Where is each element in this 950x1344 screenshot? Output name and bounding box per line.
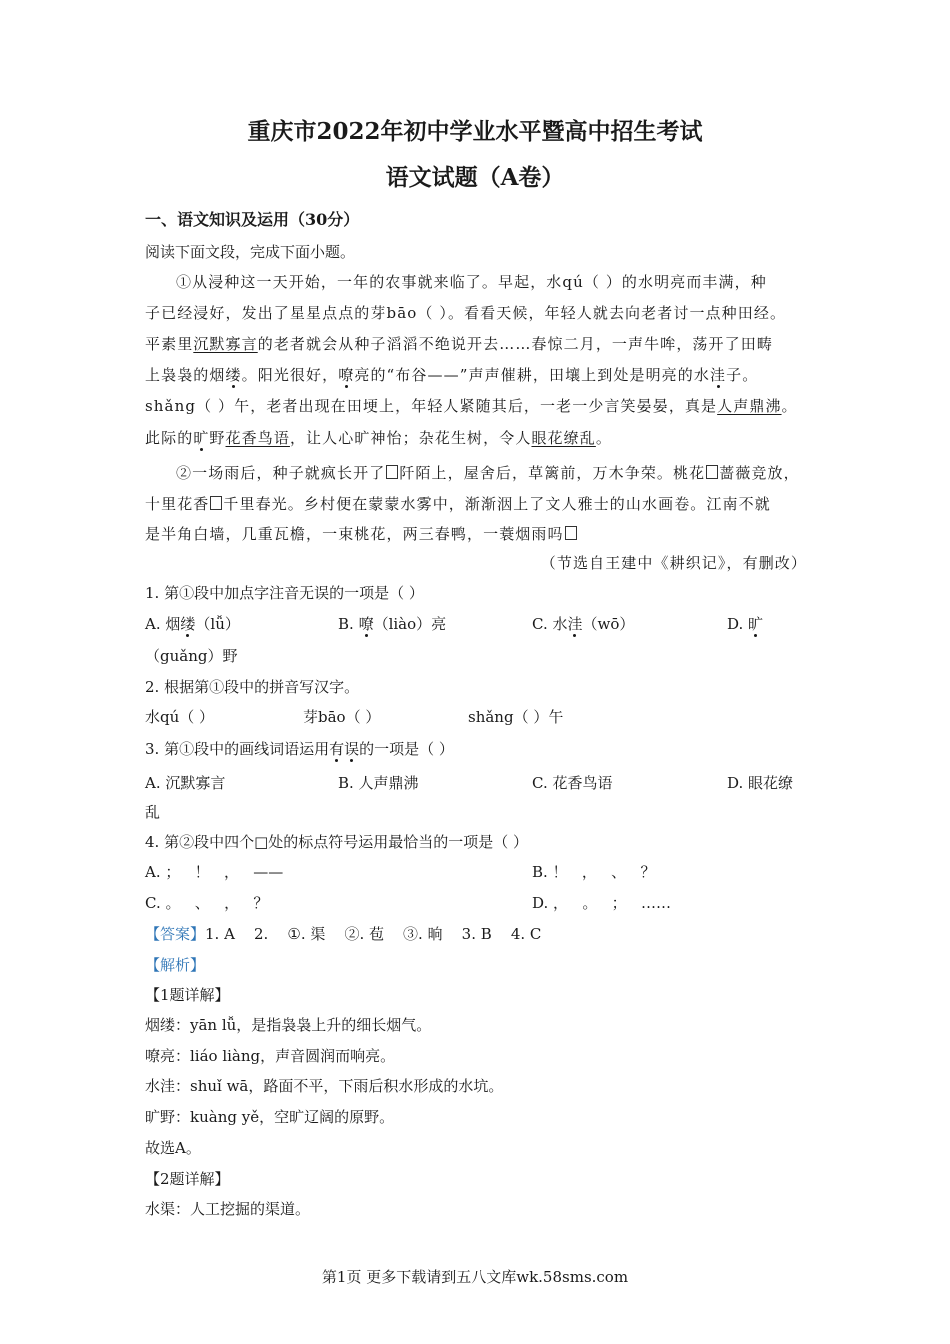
option-text: （lǚ）	[195, 615, 240, 633]
question-stem: 4. 第②段中四个□处的标点符号运用最恰当的一项是（ ）	[145, 833, 529, 851]
stem-text: 3. 第①段中的画线词语运用	[145, 740, 330, 758]
analysis-line: 嘹亮：liáo liàng，声音圆润而响亮。	[145, 1047, 396, 1065]
option-b	[338, 614, 446, 634]
passage-text: 平素里	[145, 335, 194, 353]
answer-text: 1. A 2. ①. 渠 ②. 苞 ③. 晌 3. B 4. C	[205, 925, 542, 943]
passage-text: 阡陌上，屋舍后，草篱前，万木争荣。桃花	[399, 464, 706, 482]
passage-text: 子。	[726, 366, 759, 384]
option-text: （liào）亮	[373, 615, 447, 633]
passage-text: 是半角白墙，几重瓦檐，一束桃花，两三春鸭，一蓑烟雨吗	[145, 525, 564, 543]
underlined-phrase: 人声鼎沸	[717, 397, 782, 415]
option-text: B.	[338, 615, 359, 633]
passage-line	[145, 365, 758, 385]
passage-line	[145, 524, 578, 544]
analysis-heading: 【2题详解】	[145, 1170, 230, 1188]
option-text: C. 水	[532, 615, 568, 633]
passage-line	[145, 428, 612, 448]
underlined-phrase: 沉默寡言	[193, 335, 258, 353]
answer-label: 【答案】	[145, 925, 206, 943]
passage-source: （节选自王建中《耕织记》，有删改）	[540, 554, 807, 572]
analysis-line: 烟缕：yān lǚ，是指袅袅上升的细长烟气。	[145, 1016, 432, 1034]
passage-text: 。	[781, 397, 798, 415]
exam-subtitle: 语文试题（A卷）	[385, 164, 565, 191]
passage-line	[145, 396, 798, 416]
passage-line: 子已经浸好，发出了星星点点的芽bāo（ ）。看看天候，年轻人就去向老者讨一点种田经。	[145, 304, 787, 322]
question-stem: 2. 根据第①段中的拼音写汉字。	[145, 678, 360, 696]
passage-line	[145, 494, 771, 514]
option-a: A. 沉默寡言	[145, 774, 226, 792]
analysis-line: 旷野：kuàng yě，空旷辽阔的原野。	[145, 1108, 395, 1126]
blank-box	[565, 526, 577, 540]
dotted-char: 有	[329, 740, 345, 758]
option-c: C. 。 、 ， ？	[145, 894, 269, 912]
option-d-wrap: 乱	[145, 803, 161, 821]
question-stem: 1. 第①段中加点字注音无误的一项是（ ）	[145, 584, 424, 602]
analysis-line: 水洼：shuǐ wā，路面不平，下雨后积水形成的水坑。	[145, 1077, 504, 1095]
passage-text: 亮的“布谷——”声声催耕，田壤上到处是明亮的水	[354, 366, 710, 384]
option-d	[727, 614, 763, 634]
blank-item: 水qú（ ）	[145, 708, 215, 726]
option-text: A. 烟	[145, 615, 181, 633]
dotted-char: 洼	[709, 366, 727, 384]
underlined-phrase: 眼花缭乱	[531, 429, 596, 447]
blank-box	[210, 496, 222, 510]
exam-title: 重庆市2022年初中学业水平暨高中招生考试	[247, 118, 703, 145]
passage-line	[145, 334, 773, 354]
blank-item: 芽bāo（ ）	[303, 708, 381, 726]
option-a: A. ； ！ ， ——	[145, 863, 284, 881]
section-heading: 一、语文知识及运用（30分）	[145, 210, 360, 229]
answer-line	[145, 924, 541, 944]
option-text: （wō）	[582, 615, 635, 633]
dotted-char: 嘹	[358, 615, 374, 633]
passage-text: 此际的	[145, 429, 194, 447]
passage-text: ，让人心旷神怡；杂花生树，令人	[289, 429, 532, 447]
option-d: D. 眼花缭	[727, 774, 794, 792]
passage-text: 蔷薇竞放，	[719, 464, 800, 482]
dotted-char: 洼	[567, 615, 583, 633]
passage-text: 野	[209, 429, 226, 447]
passage-text: 十里花香	[145, 495, 210, 513]
dotted-char: 旷	[748, 615, 764, 633]
option-b: B. ！ ， 、 ？	[532, 863, 656, 881]
option-c: C. 花香鸟语	[532, 774, 613, 792]
analysis-label: 【解析】	[145, 956, 206, 974]
option-c	[532, 614, 634, 634]
blank-box	[706, 465, 718, 479]
dotted-char: 旷	[193, 429, 210, 447]
question-stem	[145, 739, 454, 759]
dotted-char: 嘹	[338, 366, 355, 384]
underlined-phrase: 花香鸟语	[225, 429, 290, 447]
option-text: D.	[727, 615, 749, 633]
option-a	[145, 614, 240, 634]
analysis-line: 水渠：人工挖掘的渠道。	[145, 1200, 311, 1218]
section-intro: 阅读下面文段，完成下面小题。	[145, 243, 356, 261]
passage-line: ①从浸种这一天开始，一年的农事就来临了。早起，水qú（ ）的水明亮而丰满，种	[176, 273, 767, 291]
option-d-wrap: （guǎng）野	[145, 647, 238, 665]
dotted-char: 缕	[225, 366, 242, 384]
passage-text: 的老者就会从种子滔滔不绝说开去……春惊二月，一声牛哞，荡开了田畴	[257, 335, 773, 353]
passage-text: 。	[595, 429, 612, 447]
option-d: D. ， 。 ； ……	[532, 894, 671, 912]
analysis-heading: 【1题详解】	[145, 986, 230, 1004]
blank-item: shǎng（ ）午	[468, 708, 564, 726]
passage-line	[176, 463, 800, 483]
dotted-char: 误	[344, 740, 360, 758]
dotted-char: 缕	[180, 615, 196, 633]
analysis-line: 故选A。	[145, 1139, 201, 1157]
passage-text: 千里春光。乡村便在蒙蒙水雾中，渐渐洇上了文人雅士的山水画卷。江南不就	[223, 495, 771, 513]
stem-text: 的一项是（ ）	[359, 740, 454, 758]
blank-box	[386, 465, 398, 479]
passage-text: ②一场雨后，种子就疯长开了	[176, 464, 386, 482]
passage-text: 。阳光很好，	[241, 366, 339, 384]
passage-text: 上袅袅的烟	[145, 366, 226, 384]
option-b: B. 人声鼎沸	[338, 774, 419, 792]
passage-text: shǎng（ ）午，老者出现在田埂上，年轻人紧随其后，一老一少言笑晏晏，真是	[145, 397, 718, 415]
page-footer: 第1页 更多下载请到五八文库wk.58sms.com	[321, 1268, 629, 1286]
